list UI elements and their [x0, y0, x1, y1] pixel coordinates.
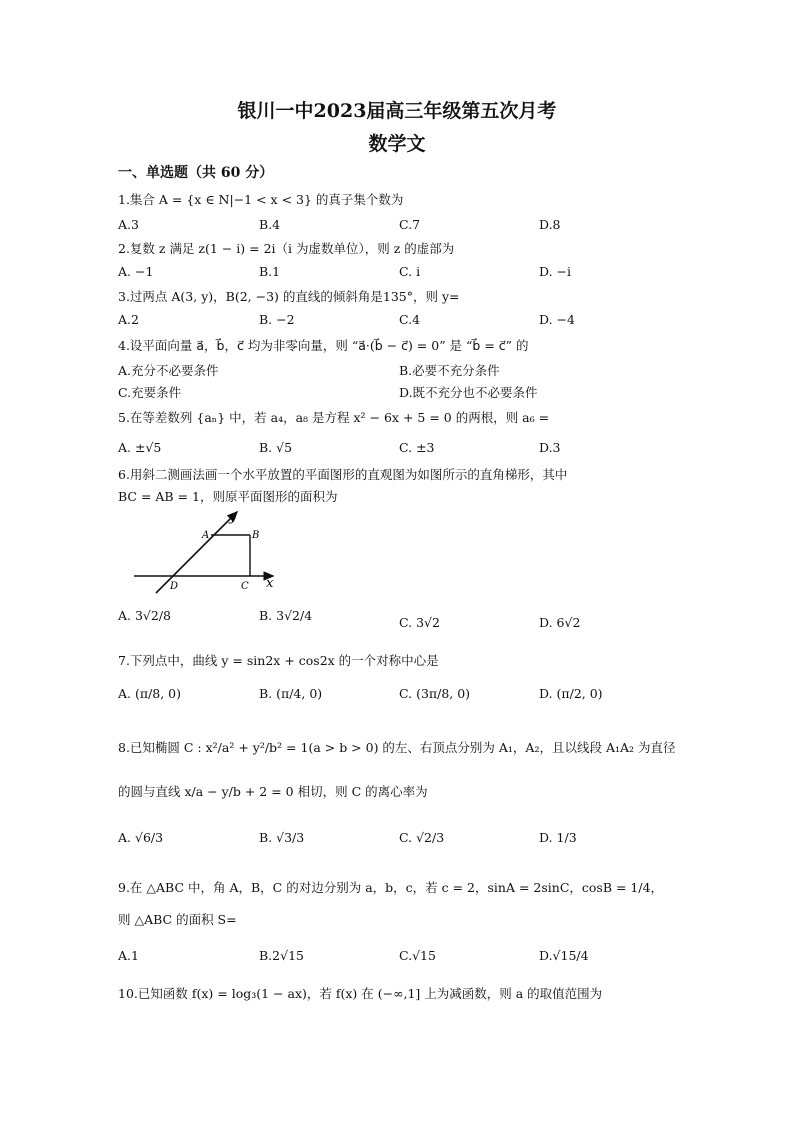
question-6-stem-line1: 6.用斜二测画法画一个水平放置的平面图形的直观图为如图所示的直角梯形，其中	[118, 467, 568, 482]
label-y: y	[229, 510, 237, 525]
q9-option-c: C.√15	[399, 948, 436, 963]
q7-option-c: C. (3π/8, 0)	[399, 686, 471, 701]
q1-option-c: C.7	[399, 217, 421, 232]
q1-option-b: B.4	[259, 217, 281, 232]
q3-option-b: B. −2	[259, 312, 295, 327]
q7-option-d: D. (π/2, 0)	[539, 686, 603, 701]
q9-option-d: D.√15/4	[539, 948, 589, 963]
q5-option-b: B. √5	[259, 440, 293, 455]
exam-title: 银川一中2023届高三年级第五次月考	[237, 100, 557, 122]
question-3-stem: 3.过两点 A(3, y)，B(2, −3) 的直线的倾斜角是135°，则 y=	[118, 289, 460, 304]
q5-option-d: D.3	[539, 440, 561, 455]
label-c: C	[241, 581, 249, 592]
q2-option-d: D. −i	[539, 264, 571, 279]
q4-option-d: D.既不充分也不必要条件	[399, 385, 538, 400]
q3-option-c: C.4	[399, 312, 421, 327]
q9-option-a: A.1	[118, 948, 139, 963]
q6-option-a: A. 3√2/8	[118, 608, 172, 623]
label-x: x	[266, 576, 274, 591]
question-6-stem-line2: BC = AB = 1，则原平面图形的面积为	[118, 489, 338, 504]
q8-option-c: C. √2/3	[399, 830, 445, 845]
question-1-stem: 1.集合 A = {x ∈ N|−1 < x < 3} 的真子集个数为	[118, 192, 404, 207]
q7-option-b: B. (π/4, 0)	[259, 686, 323, 701]
q2-option-c: C. i	[399, 264, 421, 279]
question-9-stem-line1: 9.在 △ABC 中，角 A，B，C 的对边分别为 a，b，c，若 c = 2，sinA = 2sinC，cosB = 1/4，	[118, 880, 664, 895]
q7-option-a: A. (π/8, 0)	[118, 686, 182, 701]
q6-option-c: C. 3√2	[399, 615, 440, 630]
question-10-stem: 10.已知函数 f(x) = log₃(1 − ax)，若 f(x) 在 (−∞,1] 上为减函数，则 a 的取值范围为	[118, 986, 603, 1001]
q4-option-a: A.充分不必要条件	[118, 363, 219, 378]
q2-option-b: B.1	[259, 264, 281, 279]
question-5-stem: 5.在等差数列 {aₙ} 中，若 a₄，a₈ 是方程 x² − 6x + 5 = 0 的两根，则 a₆ =	[118, 410, 550, 425]
q5-option-c: C. ±3	[399, 440, 435, 455]
label-b: B	[252, 530, 260, 541]
q8-option-a: A. √6/3	[118, 830, 164, 845]
q2-option-a: A. −1	[118, 264, 154, 279]
q6-option-b: B. 3√2/4	[259, 608, 313, 623]
q1-option-a: A.3	[118, 217, 139, 232]
label-a: A	[202, 530, 210, 541]
q4-option-c: C.充要条件	[118, 385, 182, 400]
q4-option-b: B.必要不充分条件	[399, 363, 500, 378]
q8-option-b: B. √3/3	[259, 830, 305, 845]
question-7-stem: 7.下列点中，曲线 y = sin2x + cos2x 的一个对称中心是	[118, 653, 439, 668]
q9-option-b: B.2√15	[259, 948, 304, 963]
question-8-stem-line2: 的圆与直线 x/a − y/b + 2 = 0 相切，则 C 的离心率为	[118, 784, 428, 799]
question-9-stem-line2: 则 △ABC 的面积 S=	[118, 912, 237, 927]
exam-subtitle: 数学文	[368, 133, 426, 155]
trapezoid-figure	[130, 505, 290, 595]
q8-option-d: D. 1/3	[539, 830, 577, 845]
q6-option-d: D. 6√2	[539, 615, 581, 630]
q5-option-a: A. ±√5	[118, 440, 162, 455]
label-d: D	[170, 581, 179, 592]
q1-option-d: D.8	[539, 217, 561, 232]
q3-option-a: A.2	[118, 312, 139, 327]
question-8-stem-line1: 8.已知椭圆 C : x²/a² + y²/b² = 1(a > b > 0) 的左、右顶点分别为 A₁，A₂，且以线段 A₁A₂ 为直径	[118, 740, 676, 755]
y-axis	[156, 512, 237, 593]
q3-option-d: D. −4	[539, 312, 575, 327]
section-heading: 一、单选题（共 60 分）	[118, 165, 274, 181]
question-2-stem: 2.复数 z 满足 z(1 − i) = 2i（i 为虚数单位），则 z 的虚部为	[118, 241, 455, 256]
question-4-stem: 4.设平面向量 a⃗，b⃗，c⃗ 均为非零向量，则 “a⃗·(b⃗ − c⃗) = 0” 是 “b⃗ = c⃗” 的	[118, 338, 529, 353]
